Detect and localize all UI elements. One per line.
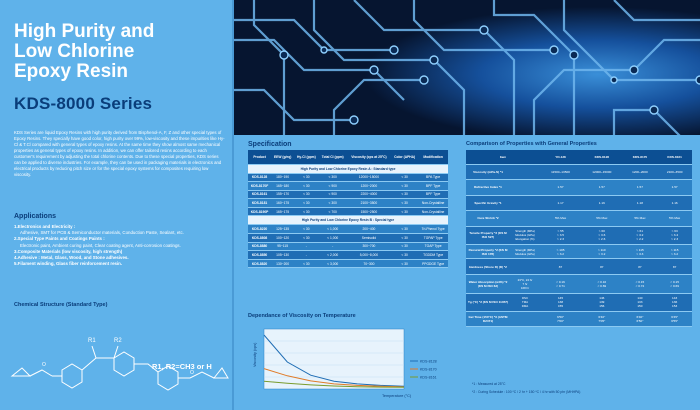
compare-condition: 23°C, 24 hr 7 hr 168 hr (510, 274, 540, 293)
compare-property: Hardness (Shore D) (D) *2 (466, 259, 510, 275)
spec-column-header: EEW (g/eq) (271, 150, 294, 164)
spec-cell: < 30 (391, 225, 418, 234)
spec-body (248, 164, 448, 268)
spec-cell: 165~175 (271, 207, 294, 216)
compare-value: > 55 > 3.5 > 2.3 (540, 226, 581, 245)
spec-column-header: Color (APHA) (391, 150, 418, 164)
r1-label: R1 (88, 338, 96, 344)
footnote-2: *2 : Curing Schedule : 100 ºC / 2 hr + 150 ºC / 4 hr with 50 phr (MHHPA) (472, 390, 581, 394)
application-item: 5.Filament winding, Glass fiber reinforcement resin. (14, 261, 123, 267)
compare-value: 87 (581, 259, 623, 275)
spec-group-row (248, 216, 448, 225)
application-item: 4.Adhesive : Metal, Glass, Wood, and Stone adhesives. (14, 255, 129, 261)
spec-cell: < 1,000 (319, 234, 347, 243)
compare-row (466, 180, 692, 196)
compare-value: 5% Max (540, 211, 581, 227)
specification-table (248, 150, 448, 268)
spec-cell: < 300 (319, 173, 347, 182)
spec-cell: < 30 (391, 242, 418, 251)
compare-row (466, 312, 692, 326)
compare-condition (510, 195, 540, 211)
compare-value: 6'50" 7'00" (540, 312, 581, 326)
compare-row (466, 293, 692, 312)
spec-cell: 300~700 (347, 242, 391, 251)
x-axis-label: Temperature (°C) (382, 394, 412, 398)
compare-property: Tg (°C) *2 (KS M ISO 11357) (466, 293, 510, 312)
spec-cell: - (319, 242, 347, 251)
spec-product-cell: KDS-8128 (248, 173, 271, 182)
compare-row (466, 274, 692, 293)
svg-text:O: O (190, 370, 194, 376)
spec-cell: Tri-Phenol Type (418, 225, 448, 234)
compare-condition (510, 164, 540, 180)
compare-column-header: KDS-8161 (657, 150, 692, 164)
spec-row (248, 234, 448, 243)
spec-cell: < 30 (391, 182, 418, 191)
spec-cell: < 2,000 (319, 251, 347, 260)
spec-row (248, 225, 448, 234)
spec-cell: < 900 (319, 190, 347, 199)
spec-cell: TGDDM Type (418, 251, 448, 260)
spec-cell: < 30 (391, 259, 418, 268)
compare-value: < 0.16 < 0.71 (540, 274, 581, 293)
spec-cell: 130~200 (271, 259, 294, 268)
spec-cell: 2200~4000 (347, 190, 391, 199)
spec-product-cell: KDS-8181 (248, 199, 271, 208)
spec-cell: - (294, 251, 318, 260)
spec-cell: 105~130 (271, 251, 294, 260)
spec-group-row (248, 164, 448, 173)
compare-value: 140 133 150 (623, 293, 658, 312)
chart-title: Dependance of Viscosity on Temperature (248, 313, 356, 319)
compare-value: 1.57 (623, 180, 658, 196)
spec-cell: 95~115 (271, 242, 294, 251)
spec-row (248, 173, 448, 182)
compare-value: > 110 > 3.2 (581, 245, 623, 259)
spec-cell: < 30 (391, 173, 418, 182)
spec-product-cell: KDS-8190P (248, 207, 271, 216)
viscosity-chart (248, 323, 448, 401)
compare-value: 11500~13500 (540, 164, 581, 180)
compare-condition: Strength (MPa) Modulus (GPa) (510, 245, 540, 259)
compare-value: 1.16 (581, 195, 623, 211)
compare-value: 1.16 (657, 195, 692, 211)
spec-product-cell: KDS-8161 (248, 190, 271, 199)
spec-column-header: Product (248, 150, 271, 164)
spec-product-cell: KDS-8850 (248, 251, 271, 260)
spec-cell: 12000~15000 (347, 173, 391, 182)
compare-property: Cure Shrink *2 (466, 211, 510, 227)
spec-product-cell: KDS-8808 (248, 234, 271, 243)
compare-value: 6'40" 6'50" (623, 312, 658, 326)
compare-property: Refractive Index *1 (466, 180, 510, 196)
spec-cell: BPF Type (418, 190, 448, 199)
application-item: 2.Special Type Paints and Coatings Paints : Electronic paint, Ambient curing paint, Clear coating agent, Anti-corrosion coatings. (14, 236, 181, 248)
footnotes (472, 380, 580, 396)
spec-row (248, 207, 448, 216)
compare-value: 2100~3500 (657, 164, 692, 180)
compare-value: 87 (657, 259, 692, 275)
title-line-3: Epoxy Resin (14, 61, 129, 82)
spec-cell: TGAP Type (418, 242, 448, 251)
spec-cell: < 30 (294, 225, 318, 234)
spec-cell: 165~180 (271, 182, 294, 191)
compare-value: > 105 > 3.2 (540, 245, 581, 259)
compare-row (466, 259, 692, 275)
spec-cell: < 30 (391, 234, 418, 243)
compare-property: Specific Gravity *1 (466, 195, 510, 211)
compare-value: 1200~2000 (623, 164, 658, 180)
application-item: 1.Electronics and Electricity : Adhesive, SMT for PCB & Semiconductor materials, Conduction Paste, Sealant, etc. (14, 224, 184, 236)
spec-cell: < 30 (294, 234, 318, 243)
compare-value: 1.57 (540, 180, 581, 196)
spec-cell: < 30 (294, 182, 318, 191)
spec-cell: 180~190 (271, 173, 294, 182)
compare-value: 87 (540, 259, 581, 275)
footnote-1: *1 : Measured at 25°C (472, 382, 506, 386)
compare-property: Flexural Property *2 (KS M ISO 178) (466, 245, 510, 259)
compare-row (466, 164, 692, 180)
compare-value: 143 136 153 (657, 293, 692, 312)
compare-value: 146 139 156 (581, 293, 623, 312)
spec-cell: 2100~3500 (347, 199, 391, 208)
spec-cell: TGPAP Type (418, 234, 448, 243)
compare-condition: DSC TMA DMA (510, 293, 540, 312)
spec-cell: 125~135 (271, 225, 294, 234)
spec-cell: < 30 (391, 199, 418, 208)
applications-heading: Applications (14, 213, 57, 220)
compare-condition (510, 211, 540, 227)
compare-column-header: YD-128 (540, 150, 581, 164)
spec-cell: < 30 (294, 199, 318, 208)
compare-condition (510, 180, 540, 196)
spec-header-row (248, 150, 448, 164)
spec-cell: 100~120 (271, 234, 294, 243)
compare-property: Viscosity (mPa·S) *1 (466, 164, 510, 180)
compare-row (466, 226, 692, 245)
spec-row (248, 259, 448, 268)
compare-condition (510, 312, 540, 326)
spec-row (248, 242, 448, 251)
compare-value: 1.17 (540, 195, 581, 211)
compare-property: Water Absorption (wt%) *2 (KS M ISO 62) (466, 274, 510, 293)
y-axis-label: Viscosity (cps) (253, 342, 257, 367)
compare-condition (510, 259, 540, 275)
compare-value: 87 (623, 259, 658, 275)
legend-label: KDS-8128 (420, 359, 437, 364)
spec-row (248, 182, 448, 191)
spec-cell: BPA Type (418, 173, 448, 182)
spec-cell: < 1,000 (319, 225, 347, 234)
spec-product-cell: KDS-8170F (248, 182, 271, 191)
compare-body (466, 164, 692, 326)
spec-column-header: Viscosity (cps at 25°C) (347, 150, 391, 164)
compare-value: 12000~15000 (581, 164, 623, 180)
compare-column-header: Item (466, 150, 540, 164)
compare-value: < 0.15 < 0.72 (623, 274, 658, 293)
compare-value: > 60 > 3.6 > 2.6 (581, 226, 623, 245)
spec-cell: 1200~2000 (347, 182, 391, 191)
spec-product-cell: KDS-8880 (248, 242, 271, 251)
spec-cell: Non-Crystalline (418, 199, 448, 208)
spec-cell: 70~300 (347, 259, 391, 268)
chemical-structure-diagram (8, 318, 230, 398)
spec-cell: < 30 (294, 259, 318, 268)
compare-value: 5% Max (623, 211, 658, 227)
intro-paragraph: KDS Series are liquid Epoxy Resins with high purity derived from Bisphenol-A, F, Z and other special types of Epoxy Resins. They specially have good color, high purity over 99%, low-viscosity and these impurities like Hy-Cl & T.Cl compared with general types of epoxy resins. At the same time they show almost same mechanical properties as general types of epoxy resins. In addition, we can offer tailored resins according to each customer's requirement by adjusting the total chlorine contents. Due to these special properties, KDS series can be applied to diverse industries. For example, they can be used in packaging materials in electronics and electrical products by reducing pitch size or for the special epoxy systems for composites requiring low viscosity. (14, 130, 225, 177)
specification-heading: Specification (248, 141, 292, 148)
compare-column-header: KDS-8170 (623, 150, 658, 164)
spec-row (248, 199, 448, 208)
compare-value: > 115 > 3.3 (623, 245, 658, 259)
spec-cell: BPF Type (418, 182, 448, 191)
spec-cell: < 700 (319, 207, 347, 216)
structure-heading: Chemical Structure (Standard Type) (14, 302, 108, 308)
spec-cell: 155~170 (271, 190, 294, 199)
spec-row (248, 190, 448, 199)
compare-value: 5% Max (657, 211, 692, 227)
spec-cell: < 300 (319, 199, 347, 208)
spec-cell: < 30 (391, 207, 418, 216)
compare-value: 1.18 (623, 195, 658, 211)
application-item: 3.Composite Materials (low viscosity, high strength) (14, 248, 123, 254)
spec-group-label: High Purity and Low Chlorine Epoxy Resin B : Special type (248, 216, 448, 225)
compare-property: Gel Time (150°C) *3 (ASTM D2471) (466, 312, 510, 326)
spec-column-header: Hy-Cl (ppm) (294, 150, 318, 164)
spec-row (248, 251, 448, 260)
compare-value: > 115 > 3.2 (657, 245, 692, 259)
spec-cell: < 30 (294, 190, 318, 199)
spec-cell: < 30 (294, 173, 318, 182)
spec-cell: 200~400 (347, 225, 391, 234)
spec-group-label: High Purity and Low Chlorine Epoxy Resin A : Standard type (248, 164, 448, 173)
title-line-2: Low Chlorine (14, 41, 135, 62)
compare-row (466, 245, 692, 259)
spec-cell: Non-Crystalline (418, 207, 448, 216)
compare-condition: Strength (MPa) Modulus (GPa) Elongation (%) (510, 226, 540, 245)
compare-value: 6'40" 7'05" (581, 312, 623, 326)
compare-value: > 61 > 3.2 > 2.2 (623, 226, 658, 245)
product-series: KDS-8000 Series (14, 94, 153, 113)
spec-cell: < 900 (319, 182, 347, 191)
compare-value: 1.57 (657, 180, 692, 196)
spec-column-header: Modification (418, 150, 448, 164)
spec-product-cell: KDS-8220 (248, 225, 271, 234)
spec-cell: < 30 (391, 251, 418, 260)
compare-row (466, 211, 692, 227)
compare-header-row (466, 150, 692, 164)
compare-value: 145 138 155 (540, 293, 581, 312)
compare-value: 1.57 (581, 180, 623, 196)
spec-product-cell: KDS-8820 (248, 259, 271, 268)
compare-property: Tensile Property *2 (KS M ISO 527) (466, 226, 510, 245)
comparison-heading: Comparison of Properties with General Properties (466, 141, 597, 147)
comparison-table (466, 150, 692, 327)
compare-value: 6'45" 6'55" (657, 312, 692, 326)
compare-value: 5% Max (581, 211, 623, 227)
substituent-label: R1, R2=CH3 or H (152, 362, 212, 371)
legend-label: KDS-8161 (420, 375, 437, 380)
applications-list (14, 224, 226, 267)
compare-value: > 63 > 3.4 > 2.3 (657, 226, 692, 245)
spec-cell: Semisolid (347, 234, 391, 243)
spec-cell: 1500~2500 (347, 207, 391, 216)
compare-value: < 0.15 < 0.69 (657, 274, 692, 293)
svg-text:O: O (42, 362, 46, 368)
brochure-title (14, 22, 224, 82)
spec-cell: < 30 (294, 207, 318, 216)
compare-value: < 0.16 < 0.69 (581, 274, 623, 293)
spec-cell: < 30 (391, 190, 418, 199)
compare-row (466, 195, 692, 211)
r2-label: R2 (114, 338, 122, 344)
spec-cell: 5,000~8,000 (347, 251, 391, 260)
spec-cell: 160~175 (271, 199, 294, 208)
title-line-1: High Purity and (14, 21, 155, 42)
compare-column-header: KDS-8128 (581, 150, 623, 164)
spec-column-header: Total Cl (ppm) (319, 150, 347, 164)
circuit-board-photo (234, 0, 700, 135)
legend-label: KDS-8170 (420, 367, 437, 372)
spec-cell: PPGDGE Type (418, 259, 448, 268)
spec-cell: < 3,000 (319, 259, 347, 268)
spec-cell: - (294, 242, 318, 251)
